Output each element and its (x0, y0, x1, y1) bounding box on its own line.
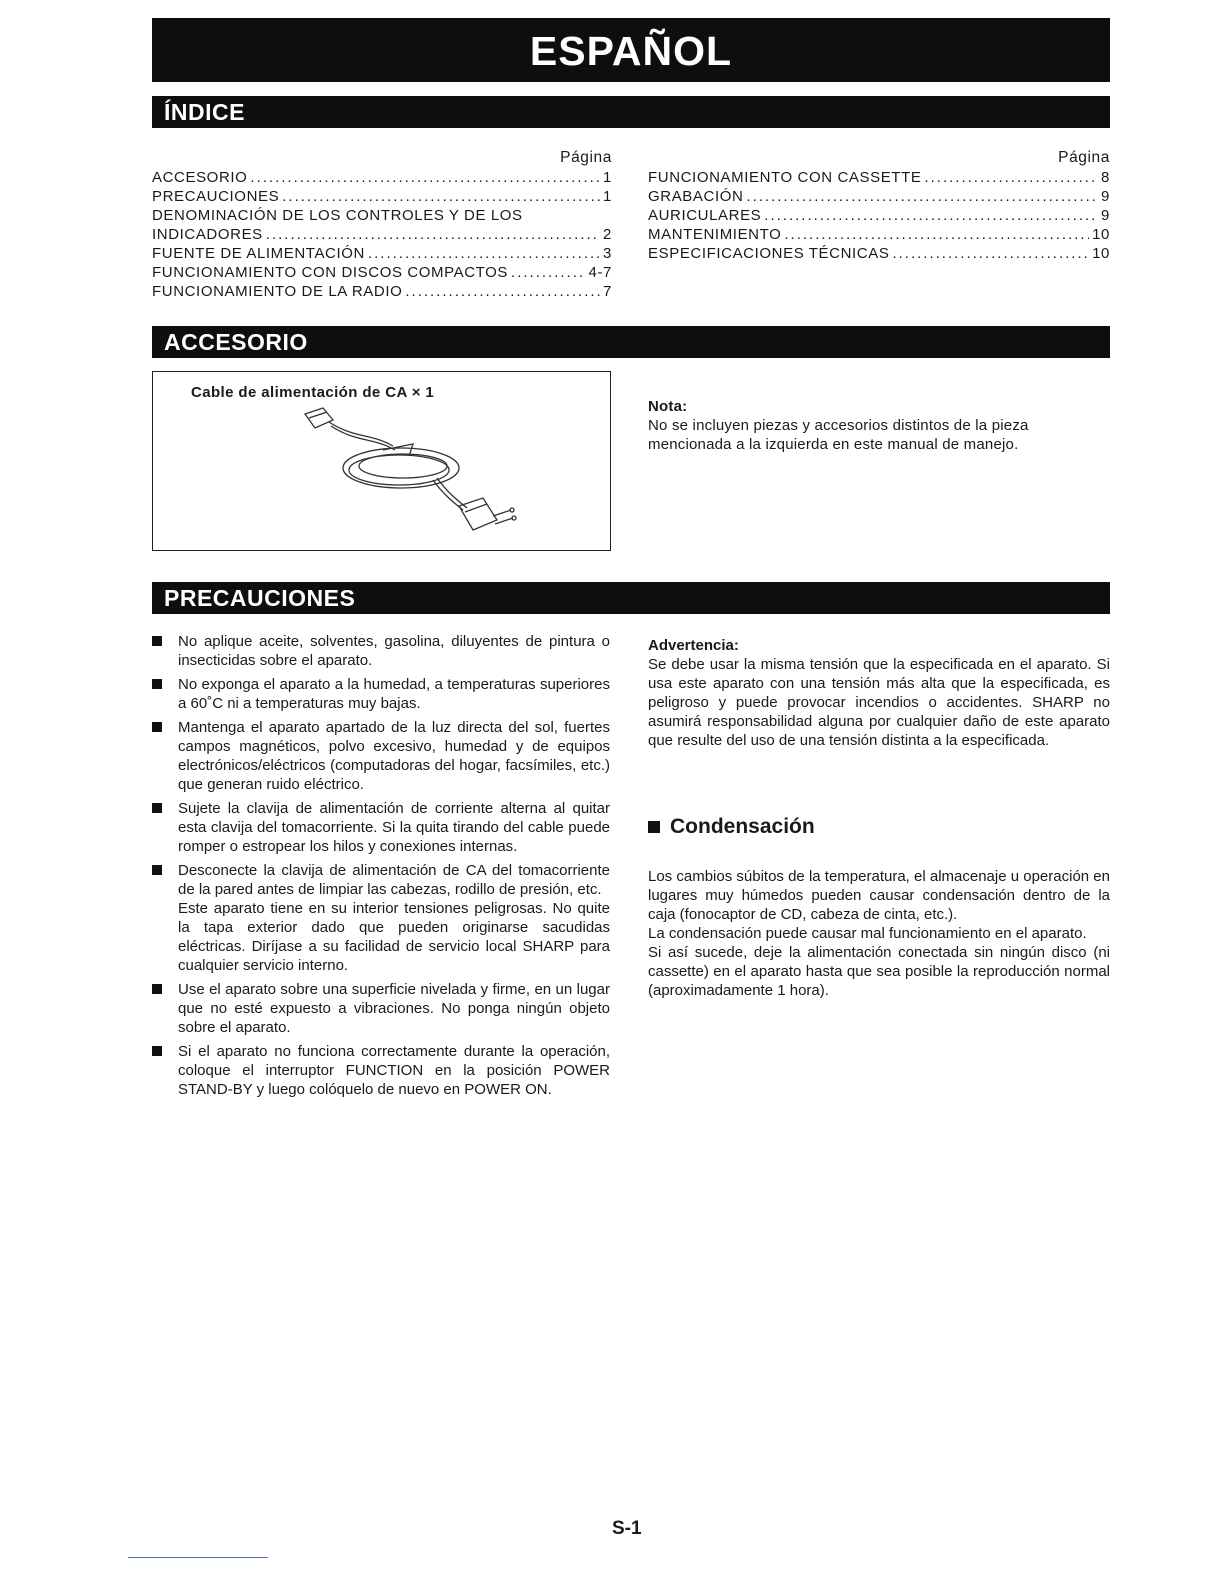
square-bullet-icon (152, 679, 162, 689)
precaution-text: No aplique aceite, solventes, gasolina, diluyentes de pintura o insecticidas sobre el aparato. (178, 633, 610, 669)
toc-entry-indicadores (152, 225, 612, 244)
section-bar-accesorio (152, 326, 1110, 358)
toc-leader (784, 225, 1089, 244)
accessory-box (152, 371, 611, 551)
toc-entry-cassette (648, 168, 1110, 187)
toc-leader (405, 282, 600, 301)
section-title-accesorio: ACCESORIO (164, 329, 308, 355)
toc-entry-precauciones (152, 187, 612, 206)
toc-entry-title: MANTENIMIENTO (648, 226, 782, 243)
precautions-list (152, 632, 610, 1104)
condensation-paragraph: Los cambios súbitos de la temperatura, el almacenaje u operación en lugares muy húmedos pueden causar condensación dentro de la caja (fonocaptor de CD, cabeza de cinta, etc.). (648, 868, 1110, 923)
toc-entry-title: INDICADORES (152, 226, 263, 243)
toc-entry-especificaciones (648, 244, 1110, 263)
toc-leader (282, 187, 600, 206)
precaution-text: Use el aparato sobre una superficie nivelada y firme, en un lugar que no esté expuesto a vibraciones. No ponga ningún objeto sobre el aparato. (178, 981, 610, 1036)
toc-leader (368, 244, 600, 263)
square-bullet-icon (152, 984, 162, 994)
language-title-bar (152, 18, 1110, 82)
condensation-body (648, 867, 1110, 1000)
list-item (152, 718, 610, 794)
warning-text: Se debe usar la misma tensión que la especificada en el aparato. Si usa este aparato con una tensión más alta que la especificada, es peligroso y puede provocar incendios o accidentes. SHARP no asumirá responsabilidad alguna por cualquier daño de este aparato que resulte del uso de una tensión distinta a la especificada. (648, 656, 1110, 749)
toc-entry-title: FUENTE DE ALIMENTACIÓN (152, 245, 365, 262)
toc-entry-page: 10 (1092, 226, 1110, 243)
section-bar-precauciones (152, 582, 1110, 614)
language-title: ESPAÑOL (529, 28, 733, 74)
condensation-paragraph: La condensación puede causar mal funcionamiento en el aparato. (648, 925, 1087, 942)
section-title-precauciones: PRECAUCIONES (164, 585, 356, 611)
toc-entry-title: FUNCIONAMIENTO CON CASSETTE (648, 169, 922, 186)
toc-entry-title: DENOMINACIÓN DE LOS CONTROLES Y DE LOS (152, 207, 523, 224)
toc-entry-fuente (152, 244, 612, 263)
precaution-text: Mantenga el aparato apartado de la luz directa del sol, fuertes campos magnéticos, polvo excesivo, humedad y de equipos electrónicos/eléctricos (computadoras del hogar, facsímiles, etc.) que generan ruido eléctrico. (178, 719, 610, 793)
toc-entry-title: FUNCIONAMIENTO CON DISCOS COMPACTOS (152, 264, 509, 281)
toc-entry-page: 2 (603, 226, 612, 243)
toc-entry-radio (152, 282, 612, 301)
toc-entry-title: ACCESORIO (152, 169, 248, 186)
toc-leader (892, 244, 1089, 263)
square-bullet-icon (152, 1046, 162, 1056)
section-bar-indice (152, 96, 1110, 128)
note-block (648, 397, 1110, 454)
toc-right-column (648, 148, 1110, 263)
toc-entry-page: 7 (603, 283, 612, 300)
toc-entry-page: 3 (603, 245, 612, 262)
square-bullet-icon (152, 865, 162, 875)
toc-entry-denominacion (152, 206, 612, 225)
toc-leader (764, 206, 1098, 225)
square-bullet-icon (152, 636, 162, 646)
precaution-extra-text: Este aparato tiene en su interior tensiones peligrosas. No quite la tapa exterior dado que pueden originarse sacudidas eléctricas. Diríjase a su facilidad de servicio local SHARP para cualquier servicio interno. (178, 900, 610, 974)
toc-entry-title: ESPECIFICACIONES TÉCNICAS (648, 245, 890, 262)
list-item (152, 1042, 610, 1099)
toc-entry-mantenimiento (648, 225, 1110, 244)
toc-entry-title: PRECAUCIONES (152, 188, 280, 205)
note-text: No se incluyen piezas y accesorios distintos de la pieza mencionada a la izquierda en este manual de manejo. (648, 417, 1029, 453)
toc-entry-title: FUNCIONAMIENTO DE LA RADIO (152, 283, 403, 300)
power-cord-illustration (283, 406, 523, 546)
list-item (152, 861, 610, 975)
precaution-text: Sujete la clavija de alimentación de corriente alterna al quitar esta clavija del tomacorriente. Si la quita tirando del cable puede romper o estropear los hilos y conexiones internas. (178, 800, 610, 855)
toc-entry-page: 9 (1101, 188, 1110, 205)
toc-page-header-right: Página (1058, 149, 1110, 166)
toc-page-header-left: Página (560, 149, 612, 166)
toc-entry-title: AURICULARES (648, 207, 762, 224)
toc-entry-grabacion (648, 187, 1110, 206)
toc-entry-page: 9 (1101, 207, 1110, 224)
toc-entry-auriculares (648, 206, 1110, 225)
toc-entry-page: 4-7 (588, 264, 612, 281)
note-title: Nota: (648, 398, 688, 415)
toc-entry-page: 1 (603, 169, 612, 186)
list-item (152, 799, 610, 856)
toc-entry-page: 10 (1092, 245, 1110, 262)
section-title-indice: ÍNDICE (164, 99, 245, 125)
square-bullet-icon (152, 803, 162, 813)
toc-leader (250, 168, 600, 187)
toc-entry-title: GRABACIÓN (648, 188, 744, 205)
condensation-heading (648, 815, 815, 839)
precaution-text: Desconecte la clavija de alimentación de CA del tomacorriente de la pared antes de limpiar las cabezas, rodillo de presión, etc. (178, 862, 610, 898)
toc-left-column (152, 148, 612, 301)
list-item (152, 632, 610, 670)
toc-leader (746, 187, 1098, 206)
square-bullet-icon (648, 821, 660, 833)
toc-entry-page: 8 (1101, 169, 1110, 186)
toc-leader (511, 263, 585, 282)
toc-leader (266, 225, 600, 244)
warning-block (648, 636, 1110, 750)
list-item (152, 980, 610, 1037)
toc-entry-discos (152, 263, 612, 282)
precaution-text: No exponga el aparato a la humedad, a temperaturas superiores a 60˚C ni a temperaturas muy bajas. (178, 676, 610, 712)
toc-entry-page: 1 (603, 188, 612, 205)
toc-entry-accesorio (152, 168, 612, 187)
footer-divider (128, 1557, 268, 1558)
warning-title: Advertencia: (648, 637, 739, 654)
page-number: S-1 (612, 1518, 642, 1539)
condensation-paragraph: Si así sucede, deje la alimentación conectada sin ningún disco (ni cassette) en el aparato hasta que sea posible la reproducción normal (aproximadamente 1 hora). (648, 944, 1110, 999)
list-item (152, 675, 610, 713)
square-bullet-icon (152, 722, 162, 732)
precaution-text: Si el aparato no funciona correctamente durante la operación, coloque el interruptor FUNCTION en la posición POWER STAND-BY y luego colóquelo de nuevo en POWER ON. (178, 1043, 610, 1098)
toc-leader (924, 168, 1098, 187)
condensation-title: Condensación (670, 815, 815, 838)
accessory-caption: Cable de alimentación de CA × 1 (191, 384, 435, 401)
